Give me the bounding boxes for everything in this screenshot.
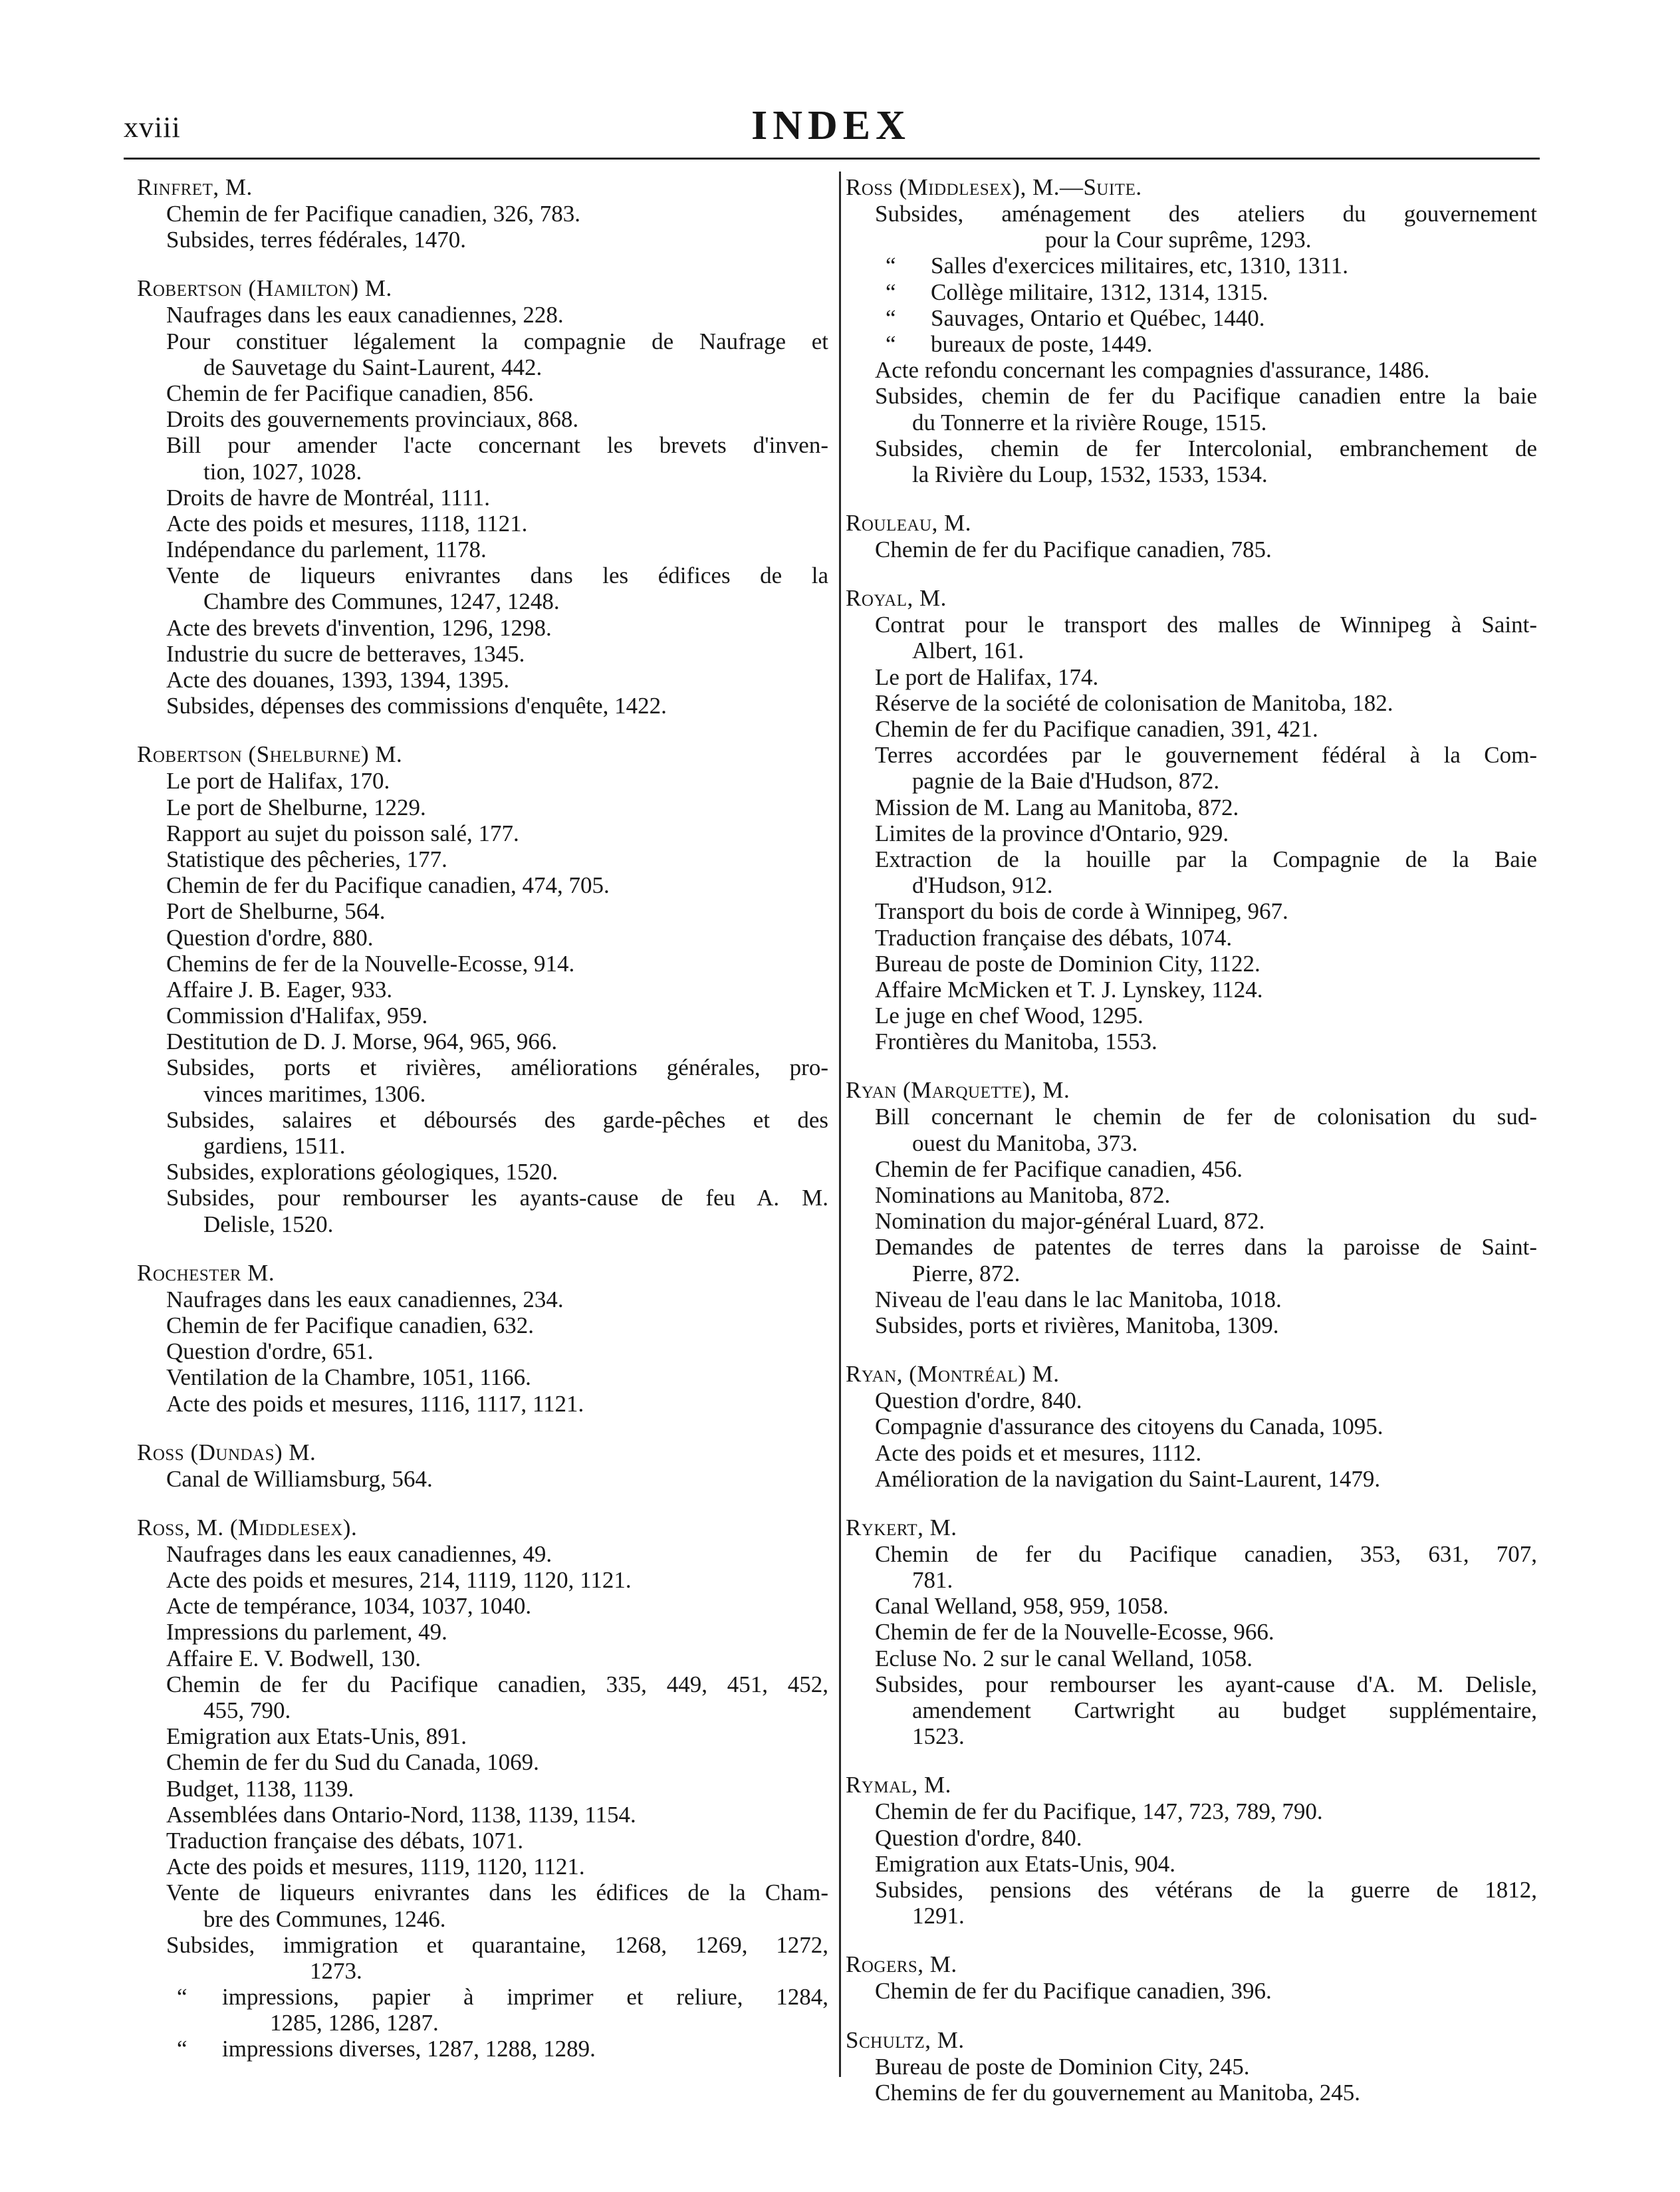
entry-line: du Tonnerre et la rivière Rouge, 1515. bbox=[912, 409, 1267, 435]
index-entry bbox=[137, 741, 828, 1237]
entry-line: Chemin de fer du Pacifique canadien, 396. bbox=[875, 1978, 1272, 2005]
entry-line: Subsides, immigration et quarantaine, 1268, 1269, 1272, bbox=[166, 1931, 828, 1958]
entry-line-text: Salles d'exercices militaires, etc, 1310, 1311. bbox=[931, 253, 1349, 279]
entry-line: Acte des poids et mesures, 1119, 1120, 1121. bbox=[166, 1854, 585, 1880]
entry-line: Pierre, 872. bbox=[912, 1260, 1020, 1286]
entry-line: Acte des poids et mesures, 214, 1119, 1120, 1121. bbox=[166, 1567, 632, 1594]
index-entry bbox=[137, 1260, 828, 1417]
entry-line: gardiens, 1511. bbox=[203, 1133, 346, 1159]
entry-line: Acte des poids et mesures, 1116, 1117, 1121. bbox=[166, 1390, 584, 1417]
entry-line: Subsides, pour rembourser les ayant-cause d'A. M. Delisle, bbox=[875, 1671, 1537, 1697]
entry-line: Chemin de fer de la Nouvelle-Ecosse, 966. bbox=[875, 1619, 1274, 1645]
entry-name: Ryan, (Montréal) M. bbox=[846, 1361, 1060, 1388]
page-number: xviii bbox=[124, 111, 181, 144]
entry-line: Affaire E. V. Bodwell, 130. bbox=[166, 1645, 421, 1671]
entry-line: Acte des poids et et mesures, 1112. bbox=[875, 1439, 1202, 1466]
right-column bbox=[846, 174, 1537, 2128]
entry-line: vinces maritimes, 1306. bbox=[203, 1080, 426, 1107]
entry-line: Chemin de fer du Pacifique canadien, 391, 421. bbox=[875, 716, 1318, 742]
entry-line: Subsides, pensions des vétérans de la guerre de 1812, bbox=[875, 1876, 1537, 1903]
entry-name: Robertson (Shelburne) M. bbox=[137, 741, 403, 768]
entry-line: Nominations au Manitoba, 872. bbox=[875, 1182, 1171, 1208]
entry-line-text: impressions, papier à imprimer et reliure, 1284, bbox=[222, 1984, 828, 2010]
entry-name: Robertson (Hamilton) M. bbox=[137, 275, 392, 302]
entry-line: Chemin de fer du Sud du Canada, 1069. bbox=[166, 1749, 539, 1776]
entry-line: Affaire McMicken et T. J. Lynskey, 1124. bbox=[875, 976, 1263, 1003]
entry-line: Impressions du parlement, 49. bbox=[166, 1619, 447, 1645]
entry-line: Acte des douanes, 1393, 1394, 1395. bbox=[166, 667, 510, 693]
entry-line: Naufrages dans les eaux canadiennes, 228. bbox=[166, 302, 564, 328]
entry-name: Ross (Middlesex), M.—Suite. bbox=[846, 174, 1142, 200]
entry-line: Albert, 161. bbox=[912, 638, 1024, 664]
ditto-mark: “ bbox=[886, 279, 896, 305]
index-entry bbox=[846, 1515, 1537, 1750]
index-entry bbox=[137, 174, 828, 253]
entry-line: ouest du Manitoba, 373. bbox=[912, 1130, 1138, 1156]
entry-line-text: Collège militaire, 1312, 1314, 1315. bbox=[931, 279, 1268, 305]
entry-line: Indépendance du parlement, 1178. bbox=[166, 537, 487, 563]
entry-line: Subsides, ports et rivières, Manitoba, 1309. bbox=[875, 1312, 1279, 1338]
entry-line: Chemin de fer du Pacifique canadien, 474, 705. bbox=[166, 872, 610, 899]
entry-line: Chemins de fer du gouvernement au Manitoba, 245. bbox=[875, 2079, 1360, 2106]
entry-line: Le port de Halifax, 174. bbox=[875, 664, 1099, 690]
entry-name: Schultz, M. bbox=[846, 2026, 965, 2053]
entry-line: amendement Cartwright au budget supplémentaire, bbox=[912, 1697, 1537, 1723]
entry-line: Acte des brevets d'invention, 1296, 1298. bbox=[166, 614, 552, 641]
entry-line: Subsides, salaires et déboursés des garde-pêches et des bbox=[166, 1106, 828, 1133]
entry-name: Rogers, M. bbox=[846, 1951, 957, 1978]
entry-line: 455, 790. bbox=[203, 1697, 291, 1723]
entry-line: Demandes de patentes de terres dans la paroisse de Saint- bbox=[875, 1234, 1537, 1261]
entry-line: Destitution de D. J. Morse, 964, 965, 966. bbox=[166, 1029, 558, 1055]
entry-line bbox=[137, 1984, 828, 2010]
entry-line: Nomination du major-général Luard, 872. bbox=[875, 1208, 1265, 1235]
entry-line: Subsides, chemin de fer du Pacifique canadien entre la baie bbox=[875, 383, 1537, 410]
entry-line: Acte des poids et mesures, 1118, 1121. bbox=[166, 510, 528, 537]
entry-line: Contrat pour le transport des malles de Winnipeg à Saint- bbox=[875, 612, 1537, 638]
ditto-mark: “ bbox=[177, 2036, 187, 2062]
index-entry bbox=[846, 510, 1537, 562]
entry-line bbox=[846, 305, 1537, 331]
entry-line: Subsides, ports et rivières, améliorations générales, pro- bbox=[166, 1054, 828, 1081]
page-title: INDEX bbox=[751, 103, 911, 148]
entry-line: Emigration aux Etats-Unis, 904. bbox=[875, 1850, 1176, 1877]
entry-line: Question d'ordre, 840. bbox=[875, 1388, 1082, 1414]
left-column bbox=[137, 174, 828, 2085]
entry-line: Transport du bois de corde à Winnipeg, 967. bbox=[875, 898, 1288, 925]
ditto-mark: “ bbox=[177, 1984, 187, 2010]
entry-line: Subsides, explorations géologiques, 1520. bbox=[166, 1159, 558, 1185]
entry-name: Royal, M. bbox=[846, 585, 947, 612]
entry-line: d'Hudson, 912. bbox=[912, 872, 1053, 899]
index-entry bbox=[846, 1361, 1537, 1492]
entry-line: Le port de Shelburne, 1229. bbox=[166, 794, 426, 820]
entry-line bbox=[137, 2036, 828, 2062]
entry-line: de Sauvetage du Saint-Laurent, 442. bbox=[203, 354, 542, 380]
entry-line: Chemins de fer de la Nouvelle-Ecosse, 914. bbox=[166, 950, 575, 977]
entry-line bbox=[846, 253, 1537, 279]
entry-line: Subsides, chemin de fer Intercolonial, embranchement de bbox=[875, 435, 1537, 461]
entry-name: Rinfret, M. bbox=[137, 174, 253, 200]
entry-line: Bureau de poste de Dominion City, 245. bbox=[875, 2053, 1250, 2080]
entry-line: Compagnie d'assurance des citoyens du Canada, 1095. bbox=[875, 1413, 1383, 1440]
entry-line: tion, 1027, 1028. bbox=[203, 458, 362, 485]
entry-line: Subsides, aménagement des ateliers du gouvernement bbox=[875, 201, 1537, 227]
entry-line: pagnie de la Baie d'Hudson, 872. bbox=[912, 768, 1220, 794]
entry-line: Terres accordées par le gouvernement fédéral à la Com- bbox=[875, 742, 1537, 769]
entry-line: Canal de Williamsburg, 564. bbox=[166, 1465, 433, 1492]
entry-line: Chemin de fer du Pacifique canadien, 353, 631, 707, bbox=[875, 1540, 1537, 1567]
entry-line: Vente de liqueurs enivrantes dans les édifices de la bbox=[166, 562, 828, 589]
entry-line: Traduction française des débats, 1074. bbox=[875, 924, 1233, 951]
index-entry bbox=[846, 2027, 1537, 2106]
entry-line: Question d'ordre, 651. bbox=[166, 1338, 374, 1365]
index-entry bbox=[846, 1077, 1537, 1338]
entry-line: Amélioration de la navigation du Saint-Laurent, 1479. bbox=[875, 1465, 1381, 1492]
entry-line: Bill pour amender l'acte concernant les brevets d'inven- bbox=[166, 432, 828, 459]
entry-line: Chemin de fer Pacifique canadien, 326, 783. bbox=[166, 201, 580, 227]
entry-line-text: Sauvages, Ontario et Québec, 1440. bbox=[931, 304, 1265, 331]
entry-line: Bureau de poste de Dominion City, 1122. bbox=[875, 950, 1260, 977]
entry-line: Vente de liqueurs enivrantes dans les édifices de la Cham- bbox=[166, 1880, 828, 1906]
entry-line: Question d'ordre, 880. bbox=[166, 924, 374, 951]
entry-line: Chemin de fer Pacifique canadien, 632. bbox=[166, 1312, 534, 1338]
entry-line: Chemin de fer Pacifique canadien, 856. bbox=[166, 380, 534, 406]
index-entry bbox=[137, 1439, 828, 1492]
entry-line: Bill concernant le chemin de fer de colonisation du sud- bbox=[875, 1104, 1537, 1130]
entry-line: Frontières du Manitoba, 1553. bbox=[875, 1029, 1157, 1055]
entry-line: Chemin de fer Pacifique canadien, 456. bbox=[875, 1156, 1243, 1182]
entry-line: Le juge en chef Wood, 1295. bbox=[875, 1003, 1143, 1029]
entry-line: Assemblées dans Ontario-Nord, 1138, 1139, 1154. bbox=[166, 1801, 636, 1828]
entry-name: Rochester M. bbox=[137, 1259, 275, 1286]
entry-line: Pour constituer légalement la compagnie de Naufrage et bbox=[166, 328, 828, 354]
entry-line: Subsides, pour rembourser les ayants-cause de feu A. M. bbox=[166, 1185, 828, 1211]
index-entry bbox=[846, 174, 1537, 487]
entry-name: Ross, M. (Middlesex). bbox=[137, 1514, 358, 1540]
entry-line: 1273. bbox=[310, 1957, 362, 1984]
entry-line: Traduction française des débats, 1071. bbox=[166, 1827, 524, 1854]
entry-line: Canal Welland, 958, 959, 1058. bbox=[875, 1593, 1169, 1620]
entry-line: Droits des gouvernements provinciaux, 868. bbox=[166, 406, 579, 433]
index-entry bbox=[846, 1951, 1537, 2004]
entry-line: Le port de Halifax, 170. bbox=[166, 768, 390, 794]
entry-line: Statistique des pêcheries, 177. bbox=[166, 846, 447, 872]
entry-name: Rouleau, M. bbox=[846, 510, 971, 537]
entry-line: Port de Shelburne, 564. bbox=[166, 898, 386, 925]
entry-line: Mission de M. Lang au Manitoba, 872. bbox=[875, 794, 1239, 820]
entry-line bbox=[846, 279, 1537, 305]
entry-line: Ventilation de la Chambre, 1051, 1166. bbox=[166, 1364, 531, 1391]
entry-line: Industrie du sucre de betteraves, 1345. bbox=[166, 640, 525, 667]
entry-line: Naufrages dans les eaux canadiennes, 49. bbox=[166, 1540, 552, 1567]
ditto-mark: “ bbox=[886, 253, 896, 279]
entry-name: Rykert, M. bbox=[846, 1514, 957, 1540]
entry-line: Réserve de la société de colonisation de Manitoba, 182. bbox=[875, 689, 1393, 716]
entry-line: Chemin de fer du Pacifique canadien, 785. bbox=[875, 537, 1272, 563]
entry-line: 1291. bbox=[912, 1903, 965, 1929]
entry-line: Question d'ordre, 840. bbox=[875, 1824, 1082, 1851]
entry-line: Droits de havre de Montréal, 1111. bbox=[166, 484, 490, 511]
entry-line: Ecluse No. 2 sur le canal Welland, 1058. bbox=[875, 1645, 1253, 1671]
column-divider bbox=[839, 172, 841, 2077]
entry-line: 1523. bbox=[912, 1723, 965, 1750]
entry-line: Extraction de la houille par la Compagnie de la Baie bbox=[875, 846, 1537, 872]
entry-line: Acte de tempérance, 1034, 1037, 1040. bbox=[166, 1593, 532, 1620]
index-entry bbox=[846, 585, 1537, 1054]
entry-line: bre des Communes, 1246. bbox=[203, 1905, 446, 1932]
entry-line: Chemin de fer du Pacifique, 147, 723, 789, 790. bbox=[875, 1798, 1323, 1825]
entry-line: 1285, 1286, 1287. bbox=[270, 2010, 439, 2036]
index-entry bbox=[137, 1515, 828, 2062]
entry-line: Chemin de fer du Pacifique canadien, 335, 449, 451, 452, bbox=[166, 1671, 828, 1697]
entry-line: Rapport au sujet du poisson salé, 177. bbox=[166, 820, 519, 846]
entry-name: Rymal, M. bbox=[846, 1772, 951, 1798]
entry-line: Commission d'Halifax, 959. bbox=[166, 1003, 428, 1029]
ditto-mark: “ bbox=[886, 330, 896, 357]
header-rule bbox=[124, 158, 1540, 160]
entry-line: Niveau de l'eau dans le lac Manitoba, 1018. bbox=[875, 1286, 1282, 1312]
entry-line: 781. bbox=[912, 1567, 953, 1594]
entry-line: Naufrages dans les eaux canadiennes, 234. bbox=[166, 1286, 564, 1312]
entry-line: Subsides, terres fédérales, 1470. bbox=[166, 227, 466, 253]
index-entry bbox=[137, 275, 828, 719]
ditto-mark: “ bbox=[886, 304, 896, 331]
entry-line-text: bureaux de poste, 1449. bbox=[931, 330, 1153, 357]
entry-line: Acte refondu concernant les compagnies d'assurance, 1486. bbox=[875, 357, 1430, 384]
entry-line: Subsides, dépenses des commissions d'enquête, 1422. bbox=[166, 693, 667, 719]
entry-line bbox=[846, 331, 1537, 357]
entry-line: pour la Cour suprême, 1293. bbox=[1045, 227, 1312, 253]
entry-line: Budget, 1138, 1139. bbox=[166, 1775, 354, 1802]
entry-line: Emigration aux Etats-Unis, 891. bbox=[166, 1723, 467, 1750]
index-entry bbox=[846, 1772, 1537, 1929]
entry-line: Delisle, 1520. bbox=[203, 1211, 334, 1237]
entry-line-text: impressions diverses, 1287, 1288, 1289. bbox=[222, 2036, 596, 2062]
entry-name: Ross (Dundas) M. bbox=[137, 1439, 316, 1465]
entry-line: la Rivière du Loup, 1532, 1533, 1534. bbox=[912, 461, 1268, 487]
entry-line: Chambre des Communes, 1247, 1248. bbox=[203, 588, 560, 615]
entry-line: Limites de la province d'Ontario, 929. bbox=[875, 820, 1229, 846]
entry-line: Affaire J. B. Eager, 933. bbox=[166, 976, 393, 1003]
entry-name: Ryan (Marquette), M. bbox=[846, 1077, 1070, 1104]
